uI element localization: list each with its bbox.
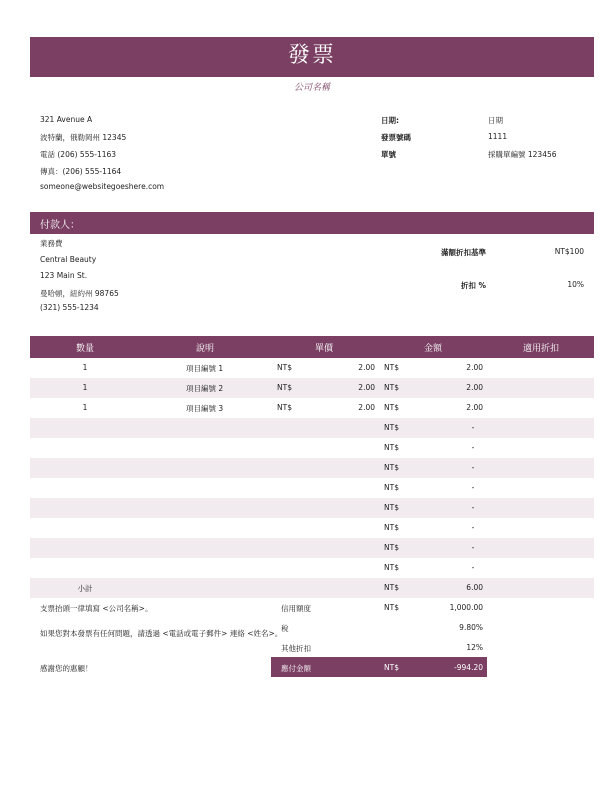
col-discount-header: 適用折扣	[522, 344, 559, 354]
row-qty: 1	[82, 363, 88, 372]
from-city-line: 波特蘭，俄勒岡州 12345	[40, 133, 127, 142]
discount-threshold-value: NT$100	[554, 247, 584, 256]
bill-to-bar	[30, 212, 594, 234]
table-row	[30, 558, 594, 578]
credit-value: 1,000.00	[449, 603, 483, 612]
invoice-number-label: 發票號碼	[381, 133, 411, 142]
company-name: 公司名稱	[293, 83, 330, 93]
credit-label: 信用額度	[281, 604, 311, 613]
row-amount-currency: NT$	[384, 443, 399, 452]
row-amount: -	[471, 543, 475, 552]
from-address-line: 321 Avenue A	[40, 115, 93, 124]
bill-to-line: (321) 555-1234	[40, 303, 99, 312]
col-amount-header: 金額	[423, 344, 442, 354]
invoice-number-value: 1111	[488, 132, 508, 141]
row-desc: 項目編號 3	[186, 404, 224, 413]
col-qty-header: 數量	[75, 344, 94, 354]
row-price: 2.00	[358, 403, 375, 412]
row-amount: -	[471, 563, 475, 572]
row-amount: -	[471, 463, 475, 472]
table-row	[30, 438, 594, 458]
table-row	[30, 498, 594, 518]
table-row	[30, 418, 594, 438]
row-amount-currency: NT$	[384, 383, 399, 392]
amount-due-value: -994.20	[454, 663, 483, 672]
tax-label: 稅	[281, 624, 289, 633]
row-price-currency: NT$	[277, 383, 292, 392]
table-row	[30, 478, 594, 498]
credit-currency: NT$	[384, 603, 399, 612]
amount-due-currency: NT$	[384, 663, 399, 672]
bill-to-line: 曼哈頓，紐約州 98765	[40, 289, 119, 298]
col-price-header: 單價	[314, 344, 333, 354]
row-price-currency: NT$	[277, 403, 292, 412]
row-desc: 項目編號 2	[186, 384, 224, 393]
from-phone-line: 電話 (206) 555-1163	[40, 150, 117, 159]
row-amount: 2.00	[466, 363, 483, 372]
row-amount-currency: NT$	[384, 423, 399, 432]
col-desc-header: 說明	[195, 344, 214, 354]
row-qty: 1	[82, 403, 88, 412]
row-amount: -	[471, 443, 475, 452]
bill-to-line: 業務費	[40, 239, 63, 248]
amount-due-label: 應付金額	[281, 664, 311, 673]
row-price-currency: NT$	[277, 363, 292, 372]
payable-note: 支票抬頭一律填寫 <公司名稱>。	[40, 604, 153, 613]
invoice-title: 發票	[287, 43, 336, 68]
bill-to-heading: 付款人：	[40, 220, 80, 231]
discount-percent-value: 10%	[567, 280, 584, 289]
date-value: 日期	[488, 116, 503, 125]
other-discount-label: 其他折扣	[281, 644, 311, 653]
discount-percent-label: 折扣 %	[460, 281, 486, 290]
row-qty: 1	[82, 383, 88, 392]
order-number-label: 單號	[381, 150, 396, 159]
bill-to-line: 123 Main St.	[40, 271, 88, 280]
row-amount-currency: NT$	[384, 483, 399, 492]
subtotal-currency: NT$	[384, 583, 399, 592]
table-row	[30, 518, 594, 538]
row-price: 2.00	[358, 383, 375, 392]
row-amount: -	[471, 483, 475, 492]
from-fax-line: 傳真：(206) 555-1164	[40, 167, 122, 176]
thanks-note: 感謝您的惠顧！	[40, 664, 93, 673]
row-amount-currency: NT$	[384, 563, 399, 572]
row-amount-currency: NT$	[384, 523, 399, 532]
row-amount-currency: NT$	[384, 543, 399, 552]
row-amount: 2.00	[466, 383, 483, 392]
row-amount-currency: NT$	[384, 403, 399, 412]
row-amount: -	[471, 503, 475, 512]
row-price: 2.00	[358, 363, 375, 372]
row-desc: 項目編號 1	[186, 364, 224, 373]
table-row	[30, 538, 594, 558]
row-amount: 2.00	[466, 403, 483, 412]
order-number-value: 採購單編號 123456	[488, 150, 557, 159]
discount-threshold-label: 滿額折扣基準	[441, 248, 486, 257]
bill-to-line: Central Beauty	[40, 255, 97, 264]
subtotal-label: 小計	[77, 584, 93, 593]
row-amount-currency: NT$	[384, 463, 399, 472]
other-discount-value: 12%	[466, 643, 483, 652]
row-amount: -	[471, 523, 475, 532]
row-amount: -	[471, 423, 475, 432]
subtotal-value: 6.00	[466, 583, 483, 592]
table-row	[30, 458, 594, 478]
tax-value: 9.80%	[459, 623, 483, 632]
row-amount-currency: NT$	[384, 503, 399, 512]
row-amount-currency: NT$	[384, 363, 399, 372]
questions-note: 如果您對本發票有任何問題，請透過 <電話或電子郵件> 連絡 <姓名>。	[40, 629, 283, 638]
from-email-line: someone@websitegoeshere.com	[40, 182, 165, 191]
date-label: 日期:	[381, 116, 399, 125]
